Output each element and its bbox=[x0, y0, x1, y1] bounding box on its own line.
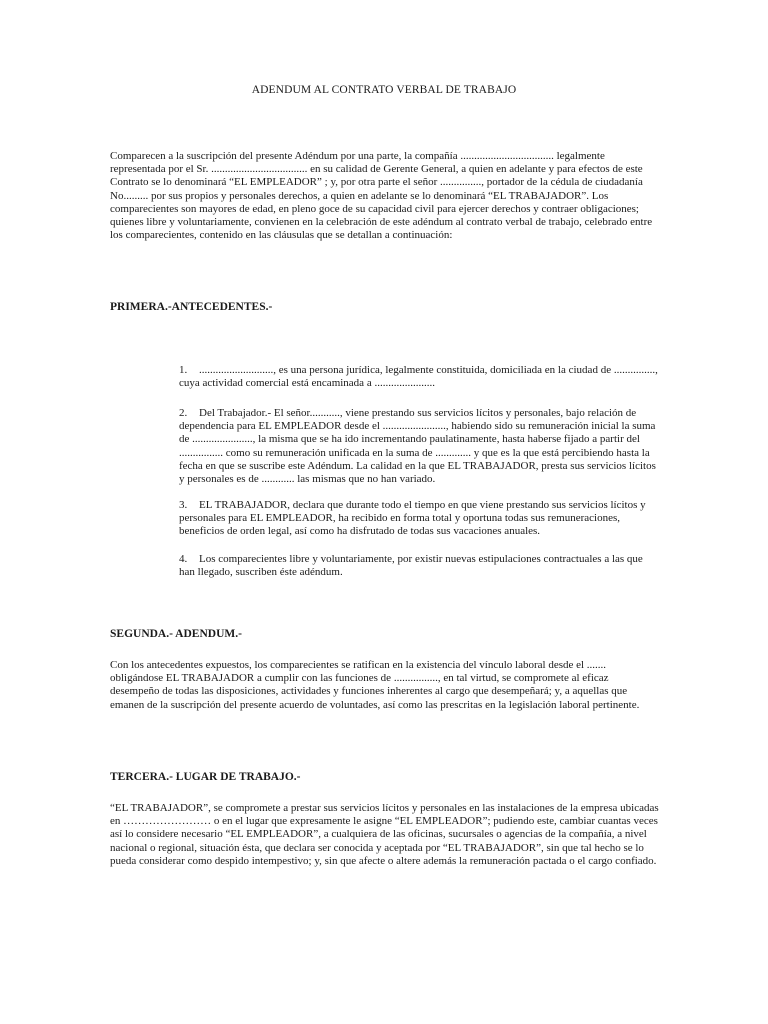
intro-paragraph: Comparecen a la suscripción del presente Adéndum por una parte, la compañía .................................. legalmente representada por el Sr. ................................... en su calidad de Gerente General, a quien en adelante y para efectos de este Contrato se lo denominará “EL EMPLEADOR” ; y, por otra parte el señor ..............., portador de la cédula de ciudadanía No......... por sus propios y personales derechos, a quien en adelante se lo denominará “EL TRABAJADOR”. Los comparecientes son mayores de edad, en pleno goce de su capacidad civil para ejercer derechos y contraer obligaciones; quienes libre y voluntariamente, convienen en la celebración de este adéndum al contrato verbal de trabajo, celebrado entre los comparecientes, contenido en las cláusulas que se detallan a continuación: bbox=[110, 150, 653, 242]
section-heading-primera: PRIMERA.-ANTECEDENTES.- bbox=[110, 301, 273, 313]
list-item-text: EL TRABAJADOR, declara que durante todo el tiempo en que viene prestando sus servicios lícitos y personales para EL EMPLEADOR, ha recibido en forma total y oportuna todas sus remuneraciones, beneficios de orden legal, así como ha disfrutado de todas sus vacaciones anuales. bbox=[179, 499, 646, 538]
list-item-text: Los comparecientes libre y voluntariamente, por existir nuevas estipulaciones contractuales a las que han llegado, suscriben éste adéndum. bbox=[179, 553, 643, 579]
list-item bbox=[179, 407, 659, 486]
document-title: ADENDUM AL CONTRATO VERBAL DE TRABAJO bbox=[251, 84, 517, 96]
list-item-text: Del Trabajador.- El señor..........., viene prestando sus servicios lícitos y personales, bajo relación de dependencia para EL EMPLEADOR desde el ......................., habiendo sido su remuneración inicial la suma de ......................, la misma que se ha ido incrementando paulatinamente, hasta haberse fijado a partir del ................ como su remuneración unificada en la suma de ............. y que es la que está percibiendo hasta la fecha en que se suscribe este Adéndum. La calidad en la que EL TRABAJADOR, presta sus servicios lícitos y personales es de ............ las mismas que no han variado. bbox=[179, 407, 656, 486]
list-item-number: 2. bbox=[179, 407, 188, 419]
section-paragraph-segunda: Con los antecedentes expuestos, los comparecientes se ratifican en la existencia del vínculo laboral desde el ....... obligándose EL TRABAJADOR a cumplir con las funciones de ................, en tal virtud, se compromete al eficaz desempeño de todas las disposiciones, actividades y funciones inherentes al cargo que desempeñará; y, a aquellas que emanen de la suscripción del presente acuerdo de voluntades, así como las prescritas en la legislación laboral pertinente. bbox=[110, 659, 640, 711]
list-item-number: 4. bbox=[179, 553, 188, 565]
section-paragraph-tercera: “EL TRABAJADOR”, se compromete a prestar sus servicios lícitos y personales en las instalaciones de la empresa ubicadas en …………………… o en el lugar que expresamente le asigne “EL EMPLEADOR”; pudiendo este, cambiar cuantas veces así lo considere necesario “EL EMPLEADOR”, a cualquiera de las oficinas, sucursales o agencias de la compañía, a nivel nacional o regional, situación ésta, que declara ser conocida y aceptada por “EL TRABAJADOR”, sin que tal hecho se lo pueda considerar como despido intempestivo; y, sin que afecte o altere además la remuneración pactada o el cargo confiado. bbox=[110, 802, 659, 867]
section-heading-segunda: SEGUNDA.- ADENDUM.- bbox=[110, 628, 242, 640]
list-item-number: 3. bbox=[179, 499, 188, 511]
section-heading-tercera: TERCERA.- LUGAR DE TRABAJO.- bbox=[110, 771, 301, 783]
list-item-number: 1. bbox=[179, 364, 188, 376]
list-item-text: ..........................., es una persona jurídica, legalmente constituida, domiciliada en la ciudad de ..............., cuya actividad comercial está encaminada a ...................... bbox=[179, 364, 658, 390]
list-item bbox=[179, 553, 659, 579]
list-item bbox=[179, 364, 659, 390]
list-item bbox=[179, 499, 659, 539]
